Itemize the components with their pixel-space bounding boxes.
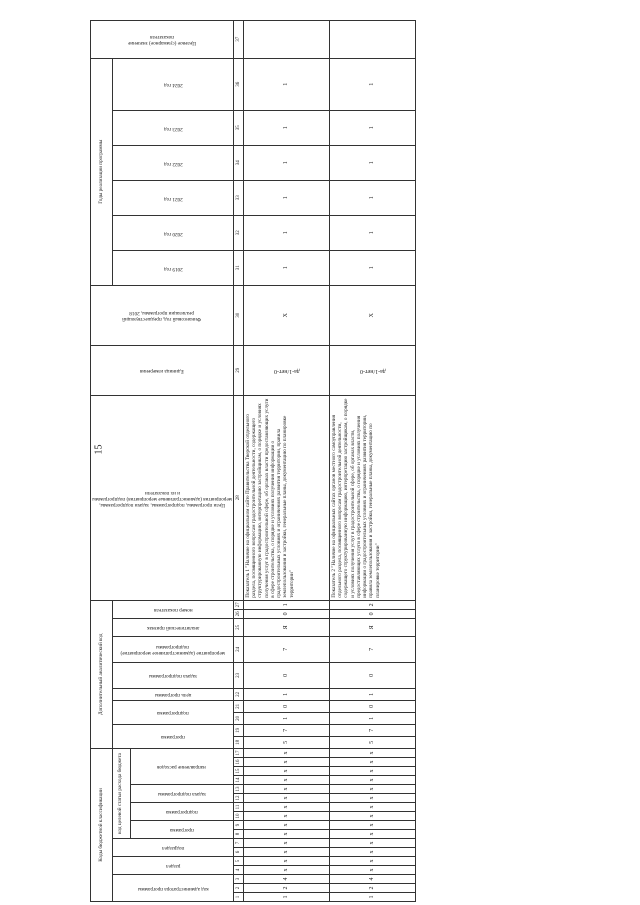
header-admin-code (113, 875, 234, 902)
code-cell: 7 (330, 636, 416, 662)
col-number: 9 (234, 821, 244, 830)
header-add-subprogram (113, 700, 234, 724)
header-add-goal (113, 688, 234, 700)
header-fin-year-text: Финансовый год, предшествующий реализации программы, 2018 (122, 310, 202, 323)
header-admin-code-text: код администратора программы (137, 885, 209, 892)
col-number: 3 (234, 875, 244, 884)
col-number: 8 (234, 830, 244, 839)
code-cell: 1 (330, 688, 416, 700)
col-number: 36 (234, 58, 244, 110)
header-add-program-text: программа (161, 734, 185, 741)
col-number: 2 (234, 884, 244, 893)
header-fin-year (91, 285, 234, 345)
year-value: 1 (330, 110, 416, 145)
year-value: 1 (330, 58, 416, 110)
col-number: 5 (234, 857, 244, 866)
year-value: 1 (244, 215, 330, 250)
unit-text: да-1/нет-0 (273, 367, 300, 374)
program-indicators-table (90, 20, 416, 902)
col-number: 33 (234, 180, 244, 215)
code-cell: x (244, 803, 330, 812)
col-number: 15 (234, 767, 244, 776)
unit-cell (330, 345, 416, 395)
header-add-program (113, 724, 234, 748)
header-year-2024-text: 2024 год (163, 82, 183, 89)
column-number-row (234, 20, 244, 901)
col-number: 37 (234, 20, 244, 58)
col-number: 4 (234, 866, 244, 875)
code-cell: x (330, 785, 416, 794)
header-year-2021-text: 2021 год (163, 195, 183, 202)
col-number: 22 (234, 688, 244, 700)
header-add-number (113, 600, 234, 618)
header-add-event (113, 636, 234, 662)
year-value: 1 (330, 250, 416, 285)
unit-cell (244, 345, 330, 395)
code-cell: x (244, 830, 330, 839)
header-section (113, 857, 234, 875)
year-value: 1 (244, 110, 330, 145)
target-value-cell (244, 20, 330, 58)
code-cell: x (330, 830, 416, 839)
indicator-text: Показатель 2 "Наличие на официальных сайтах органов местного самоуправления отдельного раздела, посвященного вопросам градостроительной деятельности, содержащего структурированную информацию, интерпретацию застройщикам, о порядке и условиях получения услуг в градостроительной сфере, об органах власти, предоставляющих услуги в сфере строительства, о порядке и условиях получения информации о градостроительных условиях и ограничениях развития территории, правила землепользования и застройки, генеральные планы, документацию по планировке территории" (330, 395, 416, 600)
header-task (130, 785, 233, 803)
code-cell: 0 (330, 662, 416, 688)
code-cell: 7 (330, 724, 416, 736)
col-number: 23 (234, 662, 244, 688)
code-cell: 4 (244, 875, 330, 884)
year-value: 1 (244, 145, 330, 180)
code-cell: 5 (330, 736, 416, 748)
code-cell: 0 (244, 609, 330, 618)
table-row (330, 20, 416, 901)
code-cell: 1 (244, 712, 330, 724)
unit-text: да-1/нет-0 (359, 367, 386, 374)
header-subsection (113, 839, 234, 857)
code-cell: Я (244, 618, 330, 636)
col-number: 27 (234, 600, 244, 609)
table-rotated-wrapper (90, 34, 390, 902)
header-year-2019 (113, 250, 234, 285)
code-cell: x (244, 794, 330, 803)
col-number: 10 (234, 812, 244, 821)
header-add-number-text: номер показателя (153, 607, 193, 614)
document-table-area (90, 34, 390, 902)
col-number: 18 (234, 736, 244, 748)
code-cell: 1 (330, 712, 416, 724)
year-value: 1 (330, 215, 416, 250)
header-add-subprogram-text: подпрограмма (157, 710, 189, 717)
header-target-value (91, 20, 234, 58)
year-value: 1 (244, 180, 330, 215)
col-number: 31 (234, 250, 244, 285)
code-cell: x (244, 748, 330, 757)
header-target-text: Целевое (суммарное) значение показателя (128, 34, 196, 47)
code-cell: x (244, 839, 330, 848)
header-year-2023 (113, 110, 234, 145)
table-row (244, 20, 330, 901)
code-cell: x (244, 821, 330, 830)
header-program (130, 821, 233, 839)
header-name-column (91, 395, 234, 600)
code-cell: x (244, 812, 330, 821)
code-cell: 2 (330, 600, 416, 609)
code-cell: x (330, 767, 416, 776)
header-add-goal-text: цель программы (154, 692, 192, 699)
code-cell: x (244, 857, 330, 866)
col-number: 11 (234, 803, 244, 812)
col-number: 14 (234, 776, 244, 785)
indicator-text: Показатель 1 "Наличие на официальном сайте Правительства Тверской отдельного раздела, посвященного вопросам градостроительной деятельности, содержащего структурированную информацию, интерпретацию застройщикам, о порядке и условиях получения услуг в градостроительной сфере, об органах власти предоставляющих услуги в сфере строительства, о порядке и условиях получения информации о градостроительных условиях и ограничениях развития территории, правила землепользования и застройки, генеральные планы, документацию по планировке территории" (244, 395, 330, 600)
header-direction-text: направление расходов (157, 764, 207, 771)
code-cell: x (330, 803, 416, 812)
fin-year-cell: Х (330, 285, 416, 345)
col-number: 6 (234, 848, 244, 857)
code-cell: 0 (244, 700, 330, 712)
col-number: 32 (234, 215, 244, 250)
code-cell: x (330, 748, 416, 757)
header-subprogram (130, 803, 233, 821)
code-cell: 1 (244, 600, 330, 609)
code-cell: 1 (330, 893, 416, 902)
code-cell: 0 (330, 609, 416, 618)
header-section-text: раздел (165, 863, 181, 870)
code-cell: x (330, 821, 416, 830)
code-cell: 1 (244, 893, 330, 902)
code-cell: x (330, 839, 416, 848)
year-value: 1 (244, 250, 330, 285)
col-number: 20 (234, 712, 244, 724)
header-additional-code: Дополнительный аналитический код (91, 600, 113, 748)
header-subprogram-text: подпрограмма (165, 809, 198, 816)
header-year-2020-text: 2020 год (163, 230, 183, 237)
code-cell: x (330, 758, 416, 767)
code-cell: x (330, 794, 416, 803)
col-number: 35 (234, 110, 244, 145)
col-number: 26 (234, 609, 244, 618)
code-cell: x (244, 776, 330, 785)
header-add-task (113, 662, 234, 688)
code-cell: x (244, 848, 330, 857)
col-number: 1 (234, 893, 244, 902)
header-subsection-text: подраздел (161, 845, 185, 852)
header-year-2019-text: 2019 год (163, 265, 183, 272)
header-budget-classification: Коды бюджетной классификации (91, 748, 113, 901)
header-unit (91, 345, 234, 395)
code-cell: 5 (244, 736, 330, 748)
header-add-event-text: мероприятие (административное мероприятие) подпрограммы (120, 644, 226, 657)
code-cell: 4 (330, 875, 416, 884)
header-years-group: Годы реализации программы (91, 58, 113, 285)
col-number: 12 (234, 794, 244, 803)
col-number: 30 (234, 285, 244, 345)
code-cell: x (330, 866, 416, 875)
fin-year-cell: Х (244, 285, 330, 345)
col-number: 13 (234, 785, 244, 794)
year-value: 1 (330, 145, 416, 180)
col-number: 34 (234, 145, 244, 180)
header-name-text: Цели программы, подпрограммы, задачи подпрограммы, мероприятия (административные мероприятия) подпрограммы и их показатели (92, 489, 232, 508)
year-value: 1 (244, 58, 330, 110)
header-unit-text: Единица измерения (140, 368, 184, 375)
code-cell: x (330, 857, 416, 866)
col-number: 19 (234, 724, 244, 736)
code-cell: 2 (244, 884, 330, 893)
col-number: 17 (234, 748, 244, 757)
header-year-2021 (113, 180, 234, 215)
col-number: 24 (234, 636, 244, 662)
header-target-article: код целевой статьи расхода бюджета (113, 748, 131, 838)
code-cell: x (330, 776, 416, 785)
header-year-2022-text: 2022 год (163, 160, 183, 167)
code-cell: 7 (244, 724, 330, 736)
code-cell: x (330, 812, 416, 821)
header-add-task-text: задача подпрограммы (148, 673, 198, 680)
col-number: 16 (234, 758, 244, 767)
page-number: 15 (93, 444, 105, 455)
target-value-cell (330, 20, 416, 58)
header-task-text: задача подпрограммы (157, 791, 206, 798)
header-direction (130, 748, 233, 784)
code-cell: Я (330, 618, 416, 636)
code-cell: 2 (330, 884, 416, 893)
col-number: 7 (234, 839, 244, 848)
code-cell: 0 (244, 662, 330, 688)
code-cell: x (244, 785, 330, 794)
header-year-2020 (113, 215, 234, 250)
code-cell: x (244, 767, 330, 776)
header-add-sign (113, 618, 234, 636)
header-year-2024 (113, 58, 234, 110)
col-number: 21 (234, 700, 244, 712)
header-year-2023-text: 2023 год (163, 125, 183, 132)
code-cell: 0 (330, 700, 416, 712)
col-number: 25 (234, 618, 244, 636)
header-add-sign-text: аналитический признак (146, 625, 200, 632)
header-program-text: программа (169, 827, 194, 834)
col-number: 28 (234, 395, 244, 600)
col-number: 29 (234, 345, 244, 395)
code-cell: 1 (244, 688, 330, 700)
year-value: 1 (330, 180, 416, 215)
header-year-2022 (113, 145, 234, 180)
code-cell: x (244, 866, 330, 875)
code-cell: 7 (244, 636, 330, 662)
code-cell: x (244, 758, 330, 767)
code-cell: x (330, 848, 416, 857)
